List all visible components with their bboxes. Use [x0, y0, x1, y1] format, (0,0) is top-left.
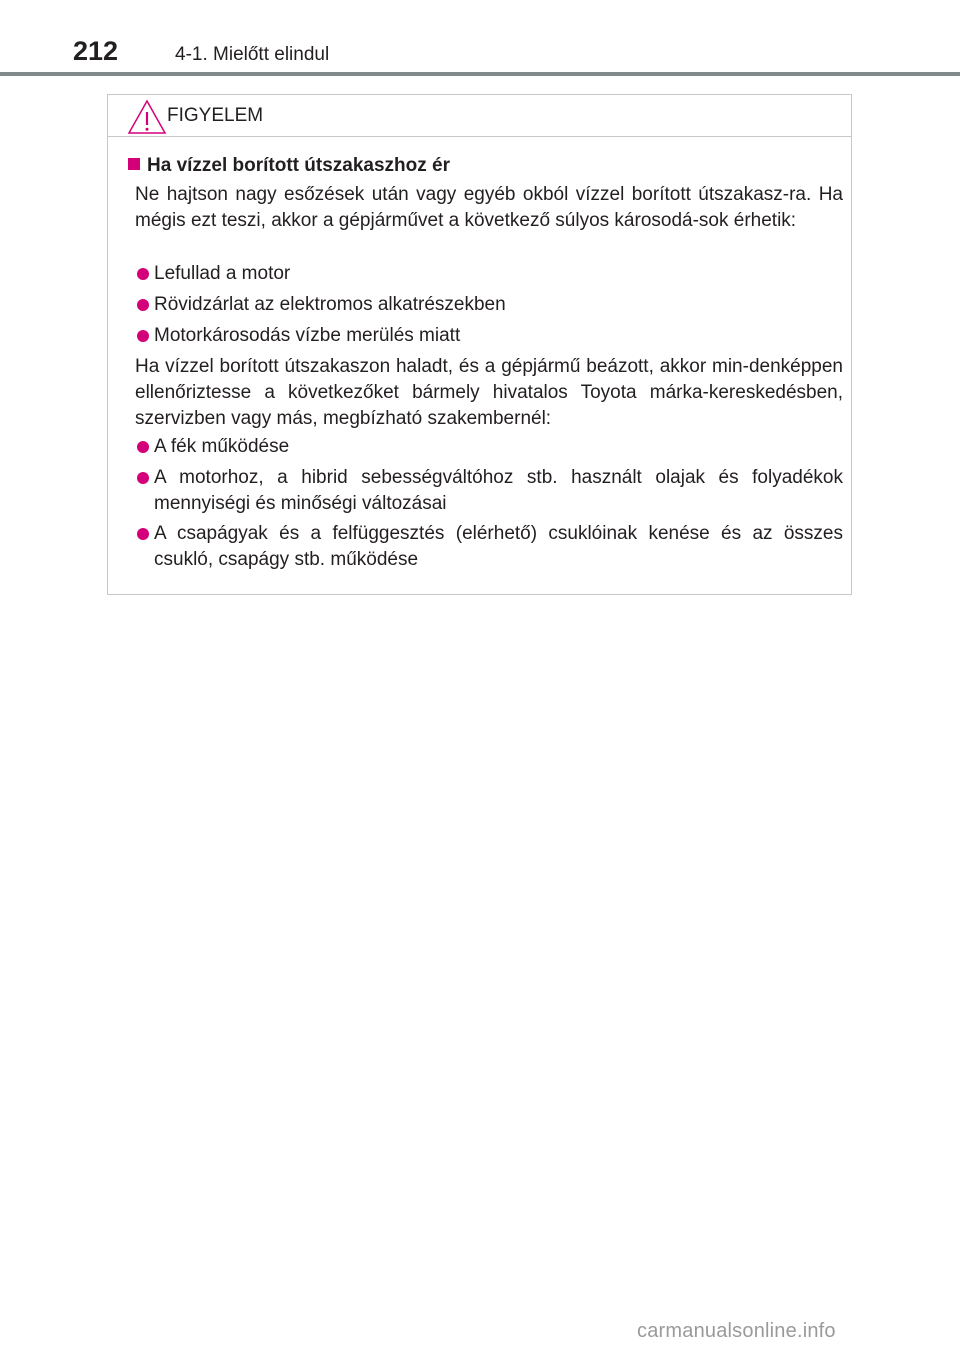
- bullet-dot-icon: [137, 330, 149, 342]
- warning-box: [107, 94, 852, 595]
- list-item: [137, 521, 843, 573]
- list-item: [137, 465, 843, 517]
- bullet-dot-icon: [137, 472, 149, 484]
- bullet-dot-icon: [137, 299, 149, 311]
- site-watermark: carmanualsonline.info: [637, 1320, 836, 1342]
- list-item: [137, 323, 843, 349]
- list-item-text: Motorkárosodás vízbe merülés miatt: [154, 325, 461, 346]
- bullet-dot-icon: [137, 268, 149, 280]
- square-bullet-icon: [128, 158, 140, 170]
- header-rule: [0, 72, 960, 76]
- intro-paragraph: Ne hajtson nagy esőzések után vagy egyéb okból vízzel borított útszakasz-ra. Ha mégis ezt teszi, akkor a gépjárművet a következő súlyos károsodá-sok érhetik:: [135, 184, 843, 231]
- list-item-text: Lefullad a motor: [154, 263, 291, 284]
- page-number: 212: [73, 36, 119, 66]
- section-title: 4-1. Mielőtt elindul: [175, 44, 330, 65]
- list-item-text: A fék működése: [154, 436, 290, 457]
- section-heading: [128, 154, 450, 177]
- warning-triangle-icon: [127, 99, 167, 135]
- warning-label: FIGYELEM: [167, 105, 264, 126]
- list-item-text: A motorhoz, a hibrid sebességváltóhoz stb. használt olajak és folyadékok mennyiségi és minőségi változásai: [154, 467, 843, 514]
- list-item-text: Rövidzárlat az elektromos alkatrészekben: [154, 294, 506, 315]
- section-heading-text: Ha vízzel borított útszakaszhoz ér: [147, 155, 451, 176]
- list-item-text: A csapágyak és a felfüggesztés (elérhető) csuklóinak kenése és az összes csukló, csapágy stb. működése: [154, 523, 843, 570]
- page-header: [0, 0, 960, 76]
- list-item: [137, 292, 843, 318]
- list-item: [137, 434, 843, 460]
- check-paragraph: Ha vízzel borított útszakaszon haladt, és a gépjármű beázott, akkor min-denképpen ellenőriztesse a következőket bármely hivatalos Toyota márka-kereskedésben, szervizben vagy más, megbízható szakembernél:: [135, 356, 843, 429]
- list-item: [137, 261, 843, 287]
- bullet-dot-icon: [137, 528, 149, 540]
- warning-header: [108, 95, 851, 137]
- bullet-dot-icon: [137, 441, 149, 453]
